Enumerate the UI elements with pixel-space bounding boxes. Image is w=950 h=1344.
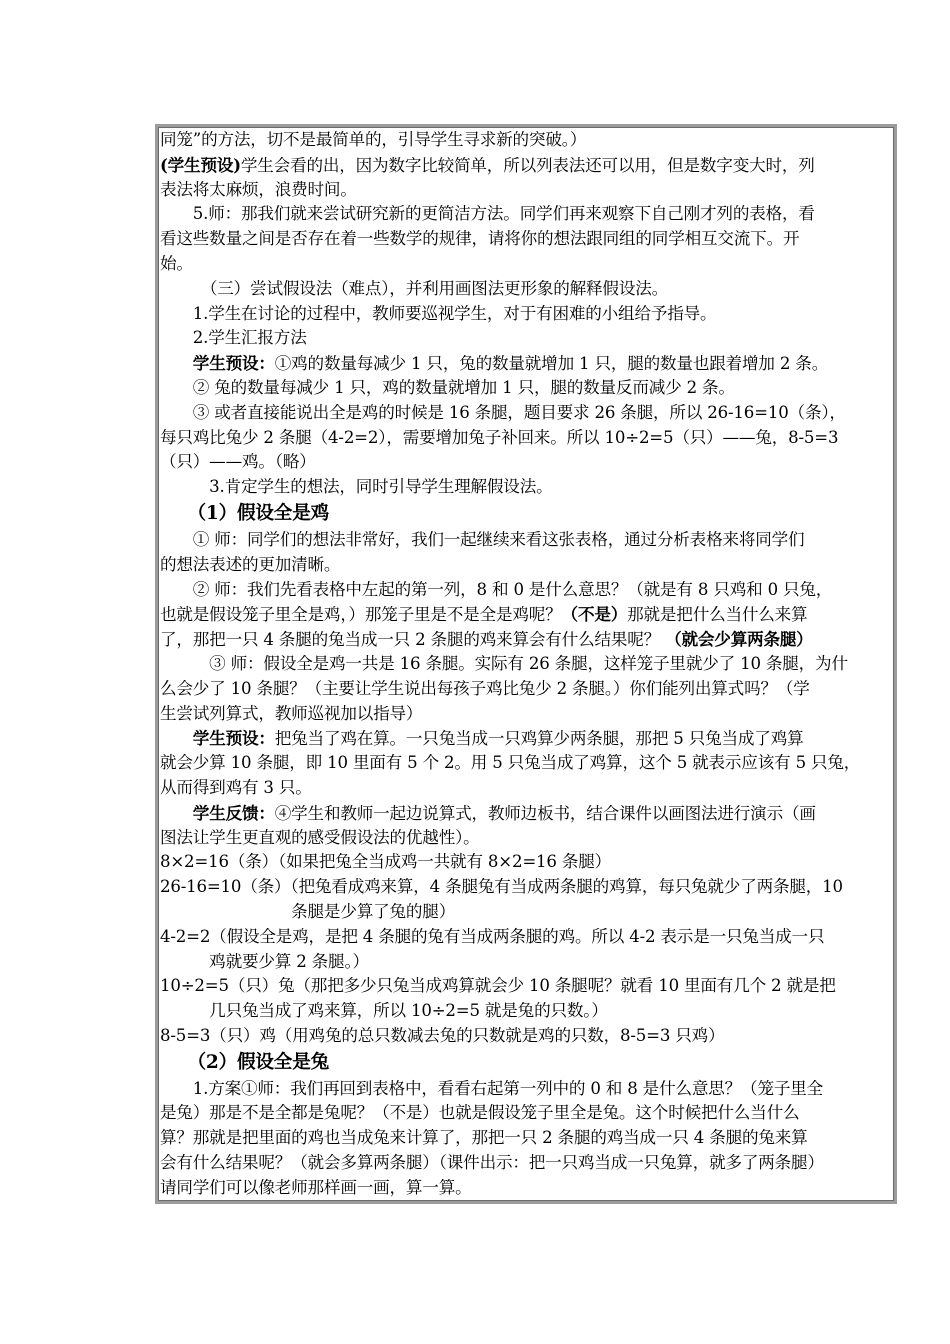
bold-run: （2）假设全是兔 bbox=[160, 1051, 329, 1073]
text-line bbox=[160, 153, 894, 178]
text-line bbox=[160, 252, 894, 277]
text-run: 是兔）那是不是全都是兔呢？（不是）也就是假设笼子里全是兔。这个时候把什么当什么 bbox=[160, 1103, 800, 1123]
text-run: 了，那把一只 4 条腿的兔当成一只 2 条腿的鸡来算会有什么结果呢？ bbox=[160, 630, 666, 650]
text-run: 条腿是少算了兔的腿） bbox=[160, 901, 456, 921]
bold-run: 学生反馈： bbox=[192, 802, 275, 823]
text-line bbox=[160, 801, 894, 826]
text-line bbox=[160, 578, 894, 603]
text-run: 1.方案①师：我们再回到表格中，看看右起第一列中的 0 和 8 是什么意思？（笼子里全 bbox=[160, 1078, 824, 1098]
text-run: 同笼”的方法，切不是最简单的，引导学生寻求新的突破。） bbox=[160, 130, 587, 149]
text-line bbox=[160, 1151, 894, 1176]
text-run bbox=[160, 729, 193, 748]
text-run: 算？那就是把里面的鸡也当成兔来计算了，那把一只 2 条腿的鸡当成一只 4 条腿的兔来算 bbox=[160, 1128, 808, 1148]
bold-run: 学生预设： bbox=[192, 353, 275, 374]
bold-run: (学生预设) bbox=[160, 154, 241, 175]
text-line bbox=[160, 528, 894, 553]
text-line bbox=[160, 1126, 894, 1151]
text-run bbox=[160, 804, 193, 823]
text-run: 26-16=10（条）（把兔看成鸡来算，4 条腿兔有当成两条腿的鸡算，每只兔就少了两条腿，10 bbox=[160, 877, 843, 897]
text-line bbox=[160, 702, 894, 727]
text-run: 鸡就要少算 2 条腿。） bbox=[160, 951, 369, 971]
text-line bbox=[160, 475, 894, 500]
text-run: 表法将太麻烦，浪费时间。 bbox=[160, 179, 357, 199]
text-line bbox=[160, 999, 894, 1024]
text-line bbox=[160, 652, 894, 677]
text-run: （三）尝试假设法（难点），并利用画图法更形象的解释假设法。 bbox=[160, 278, 668, 298]
text-run: 8-5=3（只）鸡（用鸡兔的总只数减去兔的只数就是鸡的只数，8-5=3 只鸡） bbox=[160, 1025, 725, 1045]
text-run bbox=[160, 354, 193, 373]
text-line bbox=[160, 677, 894, 702]
text-line bbox=[160, 1077, 894, 1102]
text-line bbox=[160, 627, 894, 652]
text-run: ④学生和教师一起边说算式，教师边板书，结合课件以画图法进行演示（画 bbox=[274, 803, 816, 823]
text-run: 就会少算 10 条腿，即 10 里面有 5 个 2。用 5 只兔当成了鸡算，这个 5 就表示应该有 5 只兔， bbox=[160, 753, 861, 773]
text-line bbox=[160, 450, 894, 475]
text-line bbox=[160, 776, 894, 801]
text-line bbox=[160, 1176, 894, 1201]
text-run: ③ 或者直接能说出全是鸡的时候是 16 条腿，题目要求 26 条腿，所以 26-16=10（条）， bbox=[160, 402, 846, 422]
text-line bbox=[160, 178, 894, 203]
text-line bbox=[160, 227, 894, 252]
text-run: 5.师：那我们就来尝试研究新的更简洁方法。同学们再来观察下自己刚才列的表格，看 bbox=[160, 204, 815, 224]
text-line bbox=[160, 376, 894, 401]
text-run: ② 师：我们先看表格中左起的第一列，8 和 0 是什么意思？（就是有 8 只鸡和 0 只兔， bbox=[160, 579, 833, 599]
text-run: ①鸡的数量每减少 1 只，兔的数量就增加 1 只，腿的数量也跟着增加 2 条。 bbox=[274, 354, 829, 374]
text-run: 生尝试列算式，教师巡视加以指导） bbox=[160, 703, 423, 723]
text-line bbox=[160, 925, 894, 950]
text-run: ① 师：同学们的想法非常好，我们一起继续来看这张表格，通过分析表格来将同学们 bbox=[160, 529, 805, 549]
bold-run: 学生预设： bbox=[192, 728, 275, 749]
text-run: 会有什么结果呢？（就会多算两条腿）（课件出示：把一只鸡当成一只兔算，就多了两条腿） bbox=[160, 1153, 824, 1173]
bold-run: （就会少算两条腿） bbox=[665, 629, 813, 650]
text-run: ② 兔的数量每减少 1 只，鸡的数量就增加 1 只，腿的数量反而减少 2 条。 bbox=[160, 377, 735, 397]
text-run: 也就是假设笼子里全是鸡，）那笼子里是不是全是鸡呢？ bbox=[160, 605, 562, 625]
text-line bbox=[160, 326, 894, 351]
text-line bbox=[160, 850, 894, 875]
text-line bbox=[160, 553, 894, 578]
section-heading bbox=[160, 1049, 894, 1077]
section-heading bbox=[160, 500, 894, 528]
text-line bbox=[160, 1024, 894, 1049]
text-run: 8×2=16（条）（如果把兔全当成鸡一共就有 8×2=16 条腿） bbox=[160, 852, 612, 872]
text-line bbox=[160, 277, 894, 302]
text-run: 请同学们可以像老师那样画一画，算一算。 bbox=[160, 1177, 472, 1197]
bold-run: （不是） bbox=[561, 604, 628, 625]
text-run: 从而得到鸡有 3 只。 bbox=[160, 777, 312, 797]
text-line bbox=[160, 426, 894, 451]
text-run: 那就是把什么当什么来算 bbox=[627, 605, 808, 625]
text-line bbox=[160, 751, 894, 776]
text-line bbox=[160, 302, 894, 327]
text-run: 1.学生在讨论的过程中，教师要巡视学生，对于有困难的小组给予指导。 bbox=[160, 303, 717, 323]
text-run: 4-2=2（假设全是鸡，是把 4 条腿的兔有当成两条腿的鸡。所以 4-2 表示是一只兔当成一只 bbox=[160, 926, 825, 946]
text-run: 10÷2=5（只）兔（那把多少只兔当成鸡算就会少 10 条腿呢？就看 10 里面有几个 2 就是把 bbox=[160, 976, 836, 996]
text-line bbox=[160, 401, 894, 426]
text-line bbox=[160, 128, 894, 153]
text-line bbox=[160, 351, 894, 376]
text-line bbox=[160, 974, 894, 999]
text-run: 图法让学生更直观的感受假设法的优越性）。 bbox=[160, 827, 480, 847]
text-line bbox=[160, 875, 894, 900]
text-line bbox=[160, 202, 894, 227]
text-line bbox=[160, 1101, 894, 1126]
text-line bbox=[160, 826, 894, 851]
text-run: 学生会看的出，因为数字比较简单，所以列表法还可以用，但是数字变大时，列 bbox=[240, 155, 815, 175]
text-run: 每只鸡比兔少 2 条腿（4-2=2），需要增加兔子补回来。所以 10÷2=5（只）——兔，8-5=3 bbox=[160, 427, 839, 447]
text-run: ③ 师：假设全是鸡一共是 16 条腿。实际有 26 条腿，这样笼子里就少了 10 条腿，为什 bbox=[160, 653, 848, 673]
text-line bbox=[160, 602, 894, 627]
text-run: 么会少了 10 条腿？（主要让学生说出每孩子鸡比兔少 2 条腿。）你们能列出算式吗？（学 bbox=[160, 678, 810, 698]
text-line bbox=[160, 900, 894, 925]
text-line bbox=[160, 950, 894, 975]
text-run: 始。 bbox=[160, 253, 193, 273]
text-run: 的想法表述的更加清晰。 bbox=[160, 554, 341, 574]
text-run: 2.学生汇报方法 bbox=[160, 328, 307, 348]
text-line bbox=[160, 726, 894, 751]
text-run: 几只兔当成了鸡来算，所以 10÷2=5 就是兔的只数。） bbox=[160, 1001, 608, 1021]
text-run: （只）——鸡。（略） bbox=[160, 452, 316, 472]
text-run: 3.肯定学生的想法，同时引导学生理解假设法。 bbox=[160, 477, 553, 497]
text-run: 把兔当了鸡在算。一只兔当成一只鸡算少两条腿，那把 5 只兔当成了鸡算 bbox=[274, 729, 804, 749]
bold-run: （1）假设全是鸡 bbox=[160, 502, 329, 524]
text-run: 看这些数量之间是否存在着一些数学的规律，请将你的想法跟同组的同学相互交流下。开 bbox=[160, 229, 800, 249]
lesson-text bbox=[160, 128, 894, 1201]
